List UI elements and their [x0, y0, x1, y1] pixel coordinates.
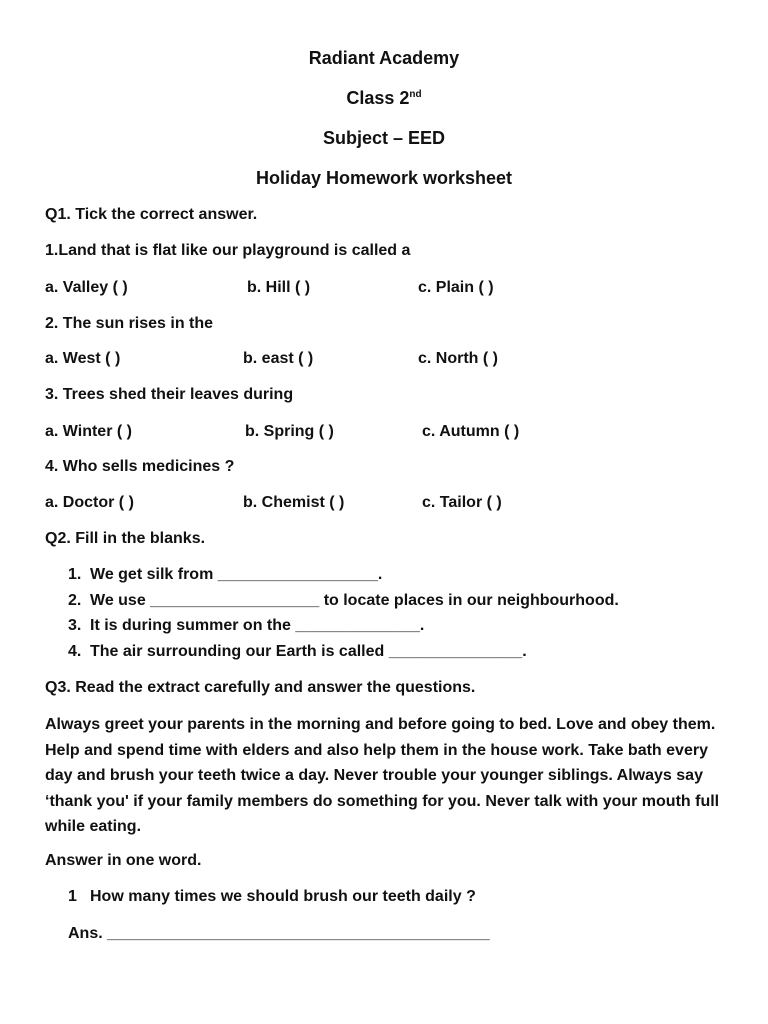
q1-1-option-b: b. Hill ( )	[247, 279, 311, 296]
q3-heading: Q3. Read the extract carefully and answer the questions.	[45, 679, 476, 696]
q1-4-option-b: b. Chemist ( )	[243, 494, 345, 511]
q1-question-1: 1.Land that is flat like our playground is called a	[45, 242, 411, 259]
class-heading	[0, 88, 768, 109]
q2-item-2-number: 2.	[68, 592, 82, 609]
q2-item-3-text: It is during summer on the ______________.	[90, 617, 425, 634]
q2-item-2-text: We use ___________________ to locate places in our neighbourhood.	[90, 592, 619, 609]
q2-item-1-text: We get silk from __________________.	[90, 566, 383, 583]
q1-2-option-b: b. east ( )	[243, 350, 314, 367]
q2-heading: Q2. Fill in the blanks.	[45, 530, 206, 547]
q1-1-option-a: a. Valley ( )	[45, 279, 128, 296]
q3-extract-paragraph: Always greet your parents in the morning and before going to bed. Love and obey them. Help and spend time with elders and also help them in the house work. Take bath every day and brush your teeth twice a day. Never trouble your younger siblings. Always say ‘thank you' if your family members do something for you. Never talk with your mouth full while eating.	[45, 716, 720, 835]
class-label: Class 2	[346, 88, 410, 108]
class-superscript: nd	[409, 89, 422, 100]
subject-heading: Subject – EED	[322, 128, 446, 148]
q1-3-option-c: c. Autumn ( )	[422, 423, 520, 440]
worksheet-title: Holiday Homework worksheet	[255, 168, 513, 188]
q1-4-option-a: a. Doctor ( )	[45, 494, 134, 511]
q1-2-option-c: c. North ( )	[418, 350, 498, 367]
q2-item-1-number: 1.	[68, 566, 82, 583]
q1-2-option-a: a. West ( )	[45, 350, 121, 367]
q2-item-3-number: 3.	[68, 617, 82, 634]
q3-answer-heading: Answer in one word.	[45, 852, 202, 869]
q1-4-option-c: c. Tailor ( )	[422, 494, 502, 511]
q3-question-1-text: How many times we should brush our teeth daily ?	[90, 888, 476, 905]
q3-question-1-number: 1	[68, 888, 77, 905]
q1-question-3: 3. Trees shed their leaves during	[45, 386, 294, 403]
q1-3-option-a: a. Winter ( )	[45, 423, 132, 440]
q2-item-4-text: The air surrounding our Earth is called _______________.	[90, 643, 527, 660]
q1-question-2: 2. The sun rises in the	[45, 315, 214, 332]
q1-3-option-b: b. Spring ( )	[245, 423, 334, 440]
school-name: Radiant Academy	[308, 48, 460, 68]
q1-question-4: 4. Who sells medicines ?	[45, 458, 235, 475]
q1-1-option-c: c. Plain ( )	[418, 279, 494, 296]
q2-item-4-number: 4.	[68, 643, 82, 660]
q1-heading: Q1. Tick the correct answer.	[45, 206, 258, 223]
q3-question-1-answer-line: Ans. ___________________________________________	[68, 925, 490, 942]
